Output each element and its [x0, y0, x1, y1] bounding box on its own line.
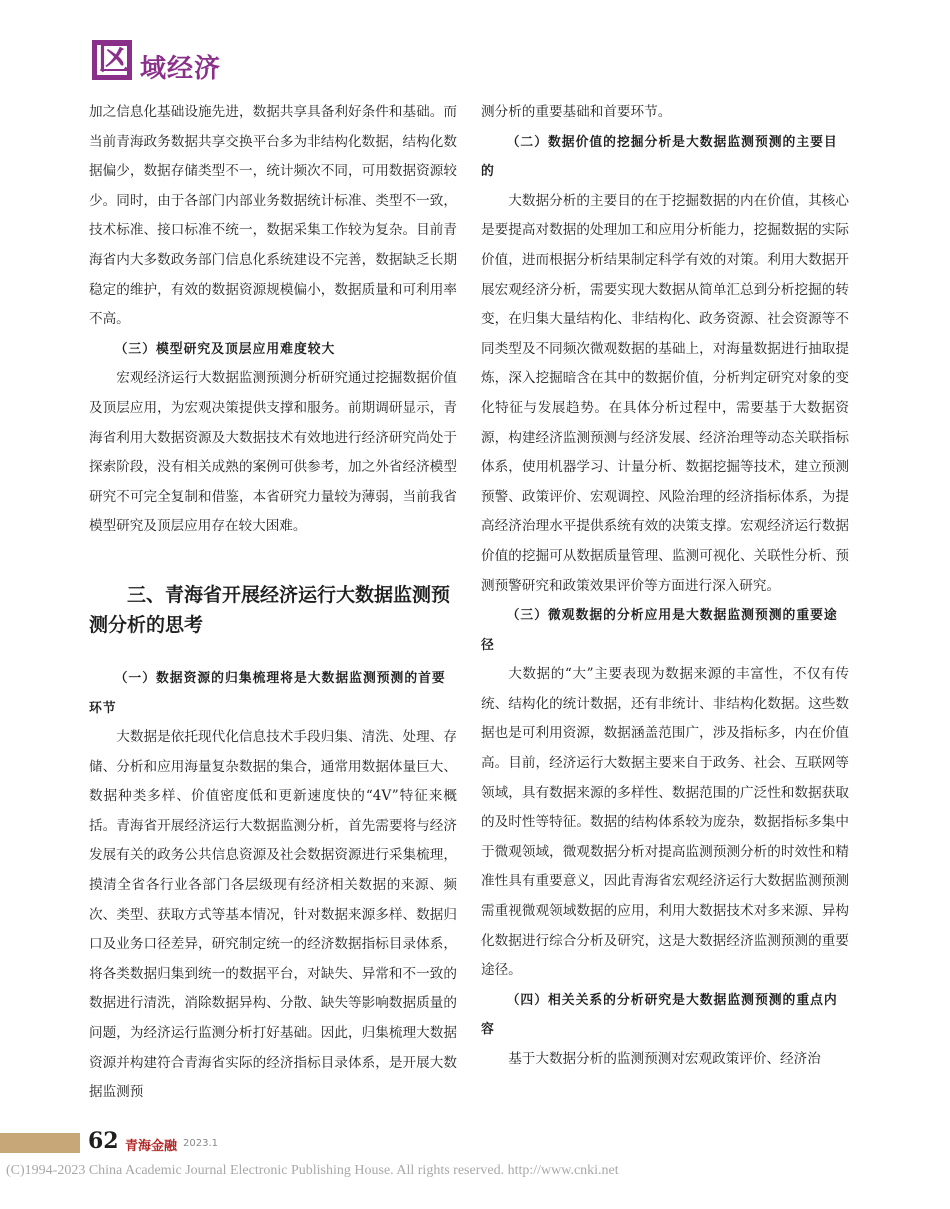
paragraph: 基于大数据分析的监测预测对宏观政策评价、经济治: [508, 1051, 821, 1067]
logo-first-char: 区: [98, 39, 131, 77]
section-logo: [92, 38, 222, 88]
paragraph: 大数据的“大”主要表现为数据来源的丰富性，不仅有传统、结构化的统计数据，还有非统计、非结构化数据。这些数据也是可利用资源，数据涵盖范围广，涉及指标多，内在价值高。目前，经济运行大数据主要来自于政务、社会、互联网等领域，具有数据来源的多样性、数据范围的广泛性和数据获取的及时性等特征。数据的结构体系较为庞杂，数据指标多集中于微观领域，微观数据分析对提高监测预测分析的时效性和精准性具有重要意义，因此青海省宏观经济运行大数据监测预测需重视微观领域数据的应用，利用大数据技术对多来源、异构化数据进行综合分析及研究，这是大数据经济监测预测的重要途径。: [481, 666, 849, 979]
paragraph: 测分析的重要基础和首要环节。: [481, 104, 672, 120]
section-title: 三、青海省开展经济运行大数据监测预测分析的思考: [89, 583, 451, 636]
subheading: （二）数据价值的挖掘分析是大数据监测预测的主要目的: [481, 134, 838, 180]
paragraph: 大数据分析的主要目的在于挖掘数据的内在价值，其核心是要提高对数据的处理加工和应用分析能力，挖掘数据的实际价值，进而根据分析结果制定科学有效的对策。利用大数据开展宏观经济分析，需要实现大数据从简单汇总到分析挖掘的转变，在归集大量结构化、非结构化、政务资源、社会资源等不同类型及不同频次微观数据的基础上，对海量数据进行抽取提炼，深入挖掘暗含在其中的数据价值，分析判定研究对象的变化特征与发展趋势。在具体分析过程中，需要基于大数据资源，构建经济监测预测与经济发展、经济治理等动态关联指标体系，使用机器学习、计量分析、数据挖掘等技术，建立预测预警、政策评价、宏观调控、风险治理的经济指标体系，为提高经济治理水平提供系统有效的决策支撑。宏观经济运行数据价值的挖掘可从数据质量管理、监测可视化、关联性分析、预测预警研究和政策效果评价等方面进行深入研究。: [481, 192, 849, 594]
left-column: [89, 98, 457, 1108]
logo-rest-text: 域经济: [140, 54, 222, 84]
paragraph: 宏观经济运行大数据监测预测分析研究通过挖掘数据价值及顶层应用，为宏观决策提供支撑和服务。前期调研显示，青海省利用大数据资源及大数据技术有效地进行经济研究尚处于探索阶段，没有相关成熟的案例可供参考，加之外省经济模型研究不可完全复制和借鉴，本省研究力量较为薄弱，当前我省模型研究及顶层应用存在较大困难。: [89, 370, 457, 535]
subheading: （一）数据资源的归集梳理将是大数据监测预测的首要环节: [89, 670, 446, 716]
page-number: 62: [88, 1128, 119, 1154]
right-column: [481, 98, 849, 1075]
subheading: （四）相关关系的分析研究是大数据监测预测的重点内容: [481, 992, 838, 1038]
journal-name: 青海金融: [125, 1139, 178, 1154]
footer-accent-bar: [0, 1133, 80, 1153]
subheading: （三）微观数据的分析应用是大数据监测预测的重要途径: [481, 608, 838, 653]
journal-issue: 2023.1: [183, 1138, 218, 1149]
subheading: （三）模型研究及顶层应用难度较大: [114, 341, 336, 357]
paragraph: 加之信息化基础设施先进，数据共享具备利好条件和基础。而当前青海政务数据共享交换平台多为非结构化数据，结构化数据偏少，数据存储类型不一，统计频次不同，可用数据资源较少。同时，由于各部门内部业务数据统计标准、类型不一致，技术标准、接口标准不统一，数据采集工作较为复杂。目前青海省内大多数政务部门信息化系统建设不完善，数据缺乏长期稳定的维护，有效的数据资源规模偏小，数据质量和可利用率不高。: [89, 104, 457, 328]
copyright-notice: (C)1994-2023 China Academic Journal Electronic Publishing House. All rights reserved. http://www.cnki.net: [6, 1163, 619, 1178]
paragraph: 大数据是依托现代化信息技术手段归集、清洗、处理、存储、分析和应用海量复杂数据的集合，通常用数据体量巨大、数据种类多样、价值密度低和更新速度快的“4V”特征来概括。青海省开展经济运行大数据监测分析，首先需要将与经济发展有关的政务公共信息资源及社会数据资源进行采集梳理，摸清全省各行业各部门各层级现有经济相关数据的来源、频次、类型、获取方式等基本情况，针对数据来源多样、数据归口及业务口径差异，研究制定统一的经济数据指标目录体系，将各类数据归集到统一的数据平台，对缺失、异常和不一致的数据进行清洗，消除数据异构、分散、缺失等影响数据质量的问题，为经济运行监测分析打好基础。因此，归集梳理大数据资源并构建符合青海省实际的经济指标目录体系，是开展大数据监测预: [89, 729, 457, 1101]
